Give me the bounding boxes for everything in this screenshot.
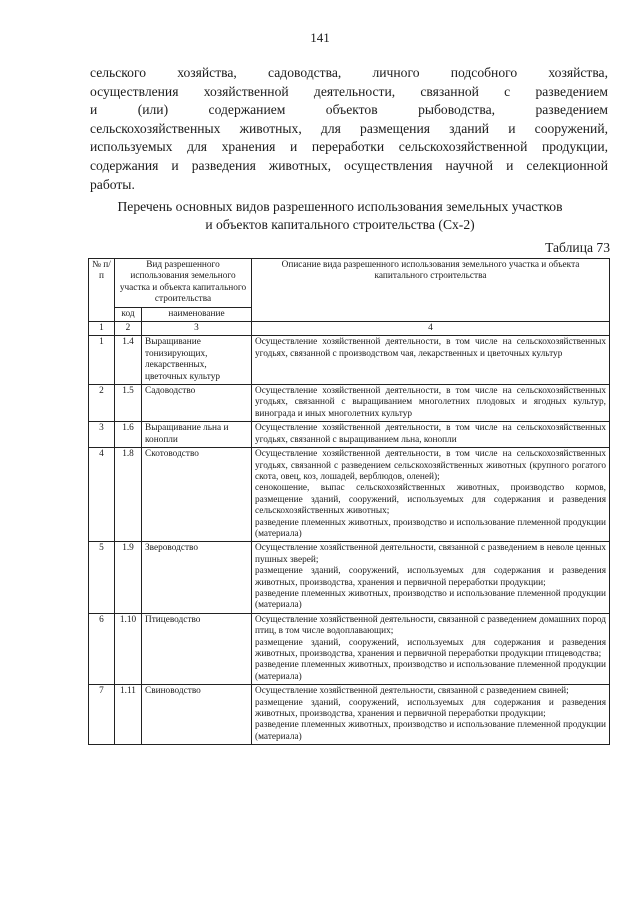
row-desc bbox=[252, 385, 610, 422]
row-code: 1.11 bbox=[115, 685, 142, 745]
row-code: 1.10 bbox=[115, 613, 142, 684]
heading-line: и объектов капитального строительства (Сх-2) bbox=[205, 217, 475, 232]
table-row bbox=[89, 613, 610, 684]
index-cell: 4 bbox=[252, 322, 610, 336]
desc-line: размещение зданий, сооружений, используемых для содержания и разведения животных, производства, хранения и первичной переработки продукции; bbox=[255, 566, 606, 588]
row-code: 1.8 bbox=[115, 448, 142, 542]
table-label: Таблица 73 bbox=[545, 240, 610, 255]
table-row bbox=[89, 685, 610, 745]
desc-line: Осуществление хозяйственной деятельности, в том числе на сельскохозяйственных угодьях, связанной с выращиванием льна, конопли bbox=[255, 423, 606, 445]
permitted-use-table bbox=[88, 258, 610, 745]
row-code: 1.5 bbox=[115, 385, 142, 422]
row-name: Садоводство bbox=[142, 385, 252, 422]
intro-line: осуществления хозяйственной деятельности, связанной с разведением bbox=[90, 83, 608, 99]
row-desc bbox=[252, 613, 610, 684]
intro-line: сельского хозяйства, садоводства, личного подсобного хозяйства, bbox=[90, 65, 608, 80]
index-cell: 2 bbox=[115, 322, 142, 336]
header-desc: Описание вида разрешенного использования земельного участка и объекта капитального строительства bbox=[252, 259, 610, 322]
intro-line: и (или) содержанием объектов рыбоводства, разведением bbox=[90, 102, 608, 118]
intro-line: используемых для хранения и переработки сельскохозяйственной продукции, bbox=[90, 139, 608, 155]
table-row bbox=[89, 385, 610, 422]
index-cell: 1 bbox=[89, 322, 115, 336]
row-name: Скотоводство bbox=[142, 448, 252, 542]
row-desc bbox=[252, 422, 610, 448]
header-code: код bbox=[115, 307, 142, 321]
row-name: Свиноводство bbox=[142, 685, 252, 745]
row-num: 6 bbox=[89, 613, 115, 684]
row-num: 1 bbox=[89, 336, 115, 385]
row-code: 1.9 bbox=[115, 542, 142, 613]
row-num: 7 bbox=[89, 685, 115, 745]
row-name: Выращивание льна и конопли bbox=[142, 422, 252, 448]
row-name: Птицеводство bbox=[142, 613, 252, 684]
row-num: 5 bbox=[89, 542, 115, 613]
intro-paragraph bbox=[90, 64, 608, 194]
table-row bbox=[89, 542, 610, 613]
intro-line: работы. bbox=[90, 176, 135, 192]
desc-line: размещение зданий, сооружений, используемых для содержания и разведения животных, производства, хранения и первичной переработки продукции; bbox=[255, 697, 606, 720]
table-index-row bbox=[89, 322, 610, 336]
row-desc bbox=[252, 685, 610, 745]
header-num: № п/п bbox=[89, 259, 115, 322]
row-desc bbox=[252, 336, 610, 385]
row-num: 2 bbox=[89, 385, 115, 422]
row-name: Выращивание тонизирующих, лекарственных, цветочных культур bbox=[142, 336, 252, 385]
row-num: 4 bbox=[89, 448, 115, 542]
header-kind: Вид разрешенного использования земельного участка и объекта капитального строительства bbox=[115, 259, 252, 308]
page-number: 141 bbox=[310, 30, 330, 45]
heading-line: Перечень основных видов разрешенного использования земельных участков bbox=[117, 199, 563, 214]
row-code: 1.6 bbox=[115, 422, 142, 448]
desc-line: Осуществление хозяйственной деятельности, связанной с разведением свиней; bbox=[255, 686, 569, 697]
desc-line: разведение племенных животных, производство и использование племенной продукции (материала) bbox=[255, 588, 606, 611]
row-num: 3 bbox=[89, 422, 115, 448]
table-row bbox=[89, 448, 610, 542]
index-cell: 3 bbox=[142, 322, 252, 336]
row-desc bbox=[252, 448, 610, 542]
header-name: наименование bbox=[142, 307, 252, 321]
desc-line: Осуществление хозяйственной деятельности, связанной с разведением в неволе ценных пушных зверей; bbox=[255, 543, 606, 565]
row-desc bbox=[252, 542, 610, 613]
table-header-row bbox=[89, 259, 610, 308]
table-row bbox=[89, 336, 610, 385]
row-code: 1.4 bbox=[115, 336, 142, 385]
row-name: Звероводство bbox=[142, 542, 252, 613]
desc-line: Осуществление хозяйственной деятельности, связанной с разведением домашних пород птиц, в том числе водоплавающих; bbox=[255, 614, 606, 637]
desc-line: Осуществление хозяйственной деятельности, в том числе на сельскохозяйственных угодьях, связанной с разведением сельскохозяйственных животных (крупного рогатого скота, овец, коз, лошадей, верблюдов, оленей); bbox=[255, 449, 606, 482]
desc-line: разведение племенных животных, производство и использование племенной продукции (материала) bbox=[255, 517, 606, 539]
desc-line: сенокошение, выпас сельскохозяйственных животных, производство кормов, размещение зданий, сооружений, используемых для содержания и разведения сельскохозяйственных животных; bbox=[255, 483, 606, 517]
table-row bbox=[89, 422, 610, 448]
desc-line: Осуществление хозяйственной деятельности, в том числе на сельскохозяйственных угодьях, связанной с производством чая, лекарственных и цветочных культур bbox=[255, 337, 606, 359]
intro-line: сельскохозяйственных животных, для размещения зданий и сооружений, bbox=[90, 120, 608, 136]
intro-line: содержания и разведения животных, осуществления научной и селекционной bbox=[90, 157, 608, 173]
desc-line: размещение зданий, сооружений, используемых для содержания и разведения животных, производства, хранения и первичной переработки продукции птицеводства; bbox=[255, 637, 606, 659]
desc-line: разведение племенных животных, производство и использование племенной продукции (материала) bbox=[255, 720, 606, 742]
section-heading bbox=[70, 198, 610, 234]
desc-line: разведение племенных животных, производство и использование племенной продукции (материала) bbox=[255, 660, 606, 682]
desc-line: Осуществление хозяйственной деятельности, в том числе на сельскохозяйственных угодьях, связанной с выращиванием многолетних плодовых и ягодных культур, винограда и иных многолетних культур bbox=[255, 386, 606, 419]
